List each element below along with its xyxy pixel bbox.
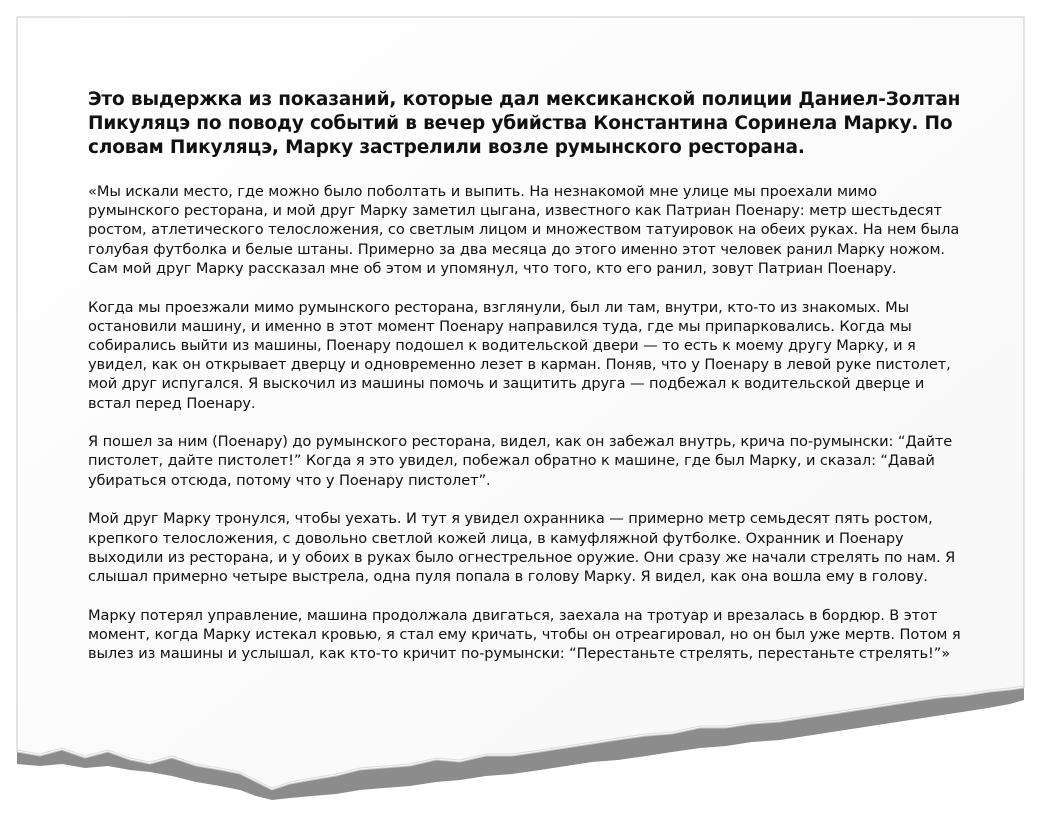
paragraph-4: Мой друг Марку тронулся, чтобы уехать. И тут я увидел охранника — примерно метр семьдесят пять ростом, крепкого телосложения, с довольно светлой кожей лица, в камуфляжной футболке. Охранник и Поенару выходили из ресторана, и у обоих в руках было огнестрельное оружие. Они сразу же начали стрелять по нам. Я слышал примерно четыре выстрела, одна пуля попала в голову Марку. Я видел, как она вошла ему в голову. [88,510,956,585]
paragraph-5: Марку потерял управление, машина продолжала двигаться, заехала на тротуар и врезалась в бордюр. В этот момент, когда Марку истекал кровью, я стал ему кричать, чтобы он отреагировал, но он был уже мертв. Потом я вылез из машины и услышал, как кто-то кричит по-румынски: “Перестаньте стрелять, перестаньте стрелять!”» [88,606,961,663]
headline: Это выдержка из показаний, которые дал мексиканской полиции Даниел-Золтан Пикуляцэ по поводу событий в вечер убийства Константина Соринела Марку. По словам Пикуляцэ, Марку застрелили возле румынского ресторана. [88,89,961,158]
paragraph-1: «Мы искали место, где можно было поболтать и выпить. На незнакомой мне улице мы проехали мимо румынского ресторана, и мой друг Марку заметил цыгана, известного как Патриан Поенару: метр шестьдесят ростом, атлетического телосложения, со светлым лицом и множеством татуировок на обеих руках. На нем была голубая футболка и белые штаны. Примерно за два месяца до этого именно этот человек ранил Марку ножом. Сам мой друг Марку рассказал мне об этом и упомянул, что того, кто его ранил, зовут Патриан Поенару. [88,183,960,277]
paragraph-2: Когда мы проезжали мимо румынского ресторана, взглянули, был ли там, внутри, кто-то из знакомых. Мы остановили машину, и именно в этот момент Поенару направился туда, где мы припарковались. Когда мы собирались выйти из машины, Поенару подошел к водительской двери — то есть к моему другу Марку, и я увидел, как он открывает дверцу и одновременно лезет в карман. Поняв, что у Поенару в левой руке пистолет, мой друг испугался. Я выскочил из машины помочь и защитить друга — подбежал к водительской дверце и встал перед Поенару. [88,298,951,412]
document-content [88,88,968,683]
paragraph-3: Я пошел за ним (Поенару) до румынского ресторана, видел, как он забежал внутрь, крича по-румынски: “Дайте пистолет, дайте пистолет!” Когда я это увидел, побежал обратно к машине, где был Марку, и сказал: “Давай убираться отсюда, потому что у Поенару пистолет”. [88,433,953,489]
